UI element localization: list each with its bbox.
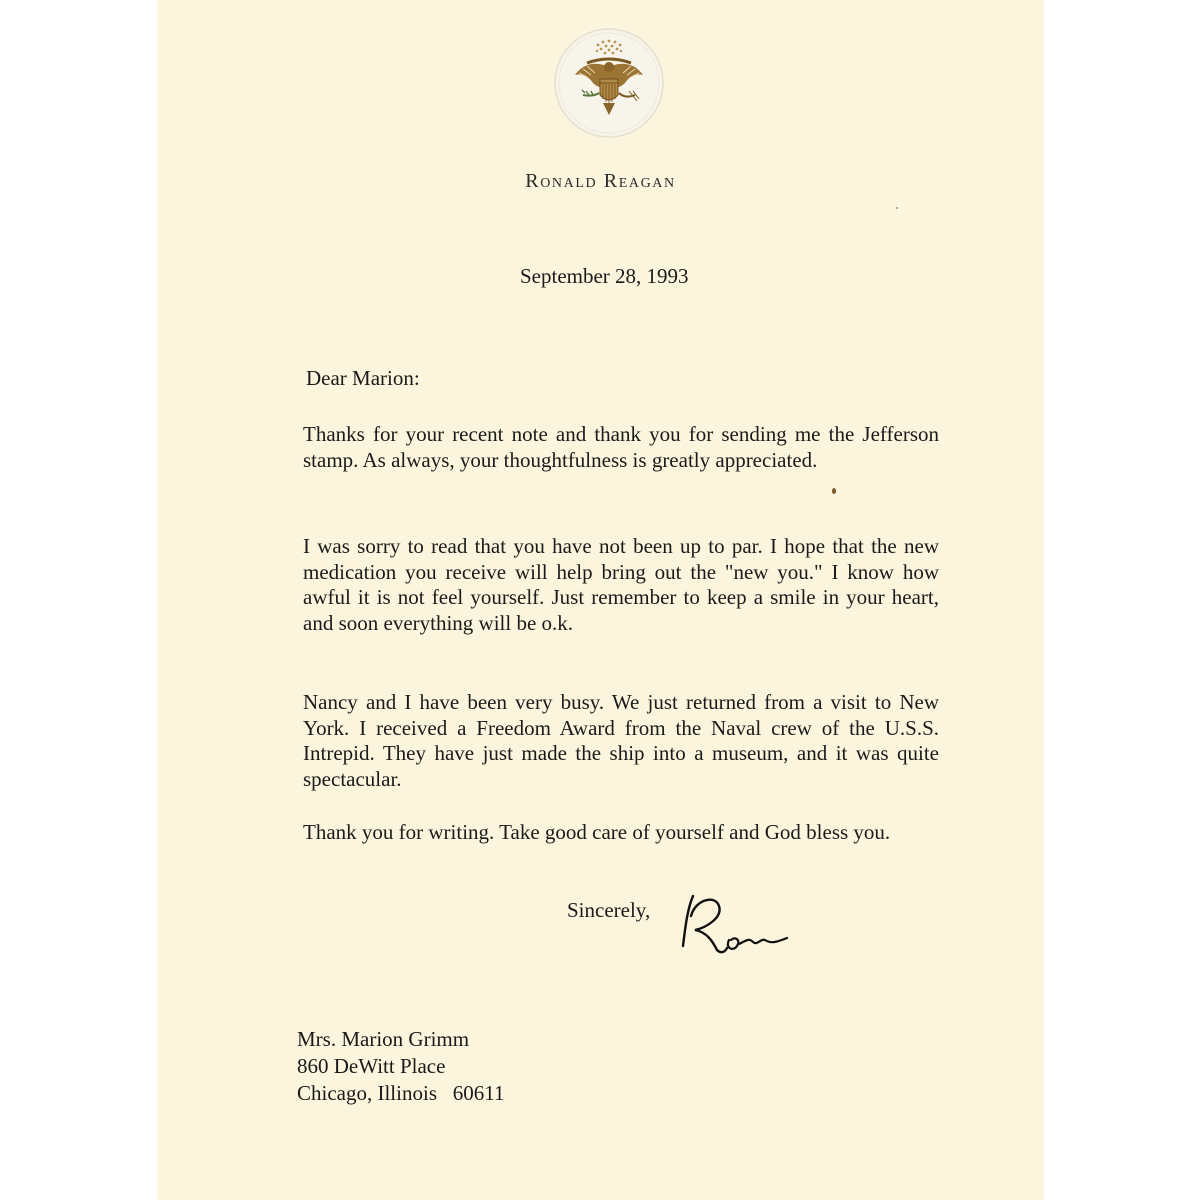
paper-speck <box>832 488 836 494</box>
body-paragraph: Nancy and I have been very busy. We just returned from a visit to New York. I received a Freedom Award from the Naval crew of the U.S.S. Intrepid. They have just made the ship into a museum, and it was quite spectacular. <box>303 690 939 791</box>
body-paragraph: Thanks for your recent note and thank you for sending me the Jefferson stamp. As always, your thoughtfulness is greatly appreciated. <box>303 422 939 472</box>
recipient-address <box>297 1026 504 1107</box>
letter-date: September 28, 1993 <box>520 264 689 288</box>
recipient-city: Chicago, Illinois 60611 <box>297 1081 505 1105</box>
letterhead-name: Ronald Reagan <box>525 170 676 192</box>
body-paragraph: I was sorry to read that you have not been up to par. I hope that the new medication you receive will help bring out the "new you." I know how awful it is not feel yourself. Just remember to keep a smile in your heart, and soon everything will be o.k. <box>303 534 939 635</box>
recipient-name: Mrs. Marion Grimm <box>297 1027 470 1051</box>
paper-speck <box>896 207 898 209</box>
recipient-street: 860 DeWitt Place <box>297 1054 446 1078</box>
handwritten-signature <box>677 890 807 970</box>
presidential-eagle-seal-icon <box>553 27 665 139</box>
salutation: Dear Marion: <box>306 366 420 390</box>
body-paragraph: Thank you for writing. Take good care of yourself and God bless you. <box>303 820 891 844</box>
closing: Sincerely, <box>567 898 651 922</box>
letter-sheet <box>157 0 1044 1200</box>
